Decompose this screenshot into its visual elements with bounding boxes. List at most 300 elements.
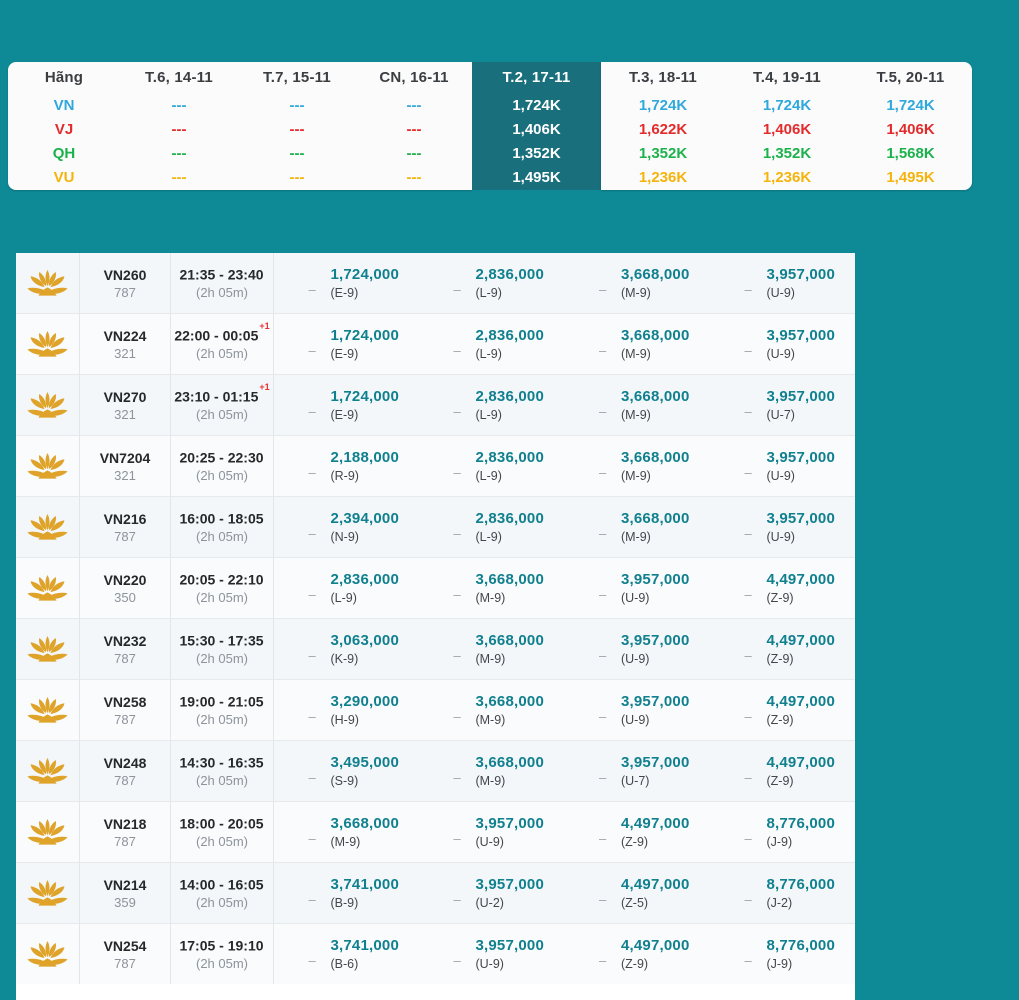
fare-block [330, 754, 399, 788]
calendar-fare-value[interactable]: 1,568K [886, 144, 935, 162]
fare-class: (U-9) [766, 530, 795, 544]
flight-number: VN216 [103, 510, 147, 527]
fare-price: 2,394,000 [330, 510, 400, 527]
flight-row [16, 558, 855, 619]
fare-dash: – [453, 342, 461, 358]
fare-option-cell[interactable] [273, 619, 419, 679]
fare-dash: – [598, 342, 607, 358]
fare-class: (U-9) [620, 591, 650, 605]
fare-dash: – [598, 708, 607, 724]
fare-calendar-right-card [601, 62, 972, 190]
aircraft-type: 787 [114, 772, 136, 788]
fare-price: 3,668,000 [620, 449, 690, 466]
fare-option-cell[interactable] [564, 619, 710, 679]
flight-time [179, 876, 264, 893]
flight-time [179, 693, 264, 710]
fare-class: (L-9) [475, 530, 502, 544]
fare-option-cell[interactable] [273, 436, 419, 496]
flight-time [179, 266, 264, 283]
fare-dash: – [453, 769, 461, 785]
fare-block [766, 449, 835, 483]
fare-dash: – [453, 281, 461, 297]
flight-time-cell [170, 375, 273, 435]
fare-option-cell[interactable] [710, 253, 856, 313]
fare-dash: – [598, 464, 607, 480]
fare-option-cell[interactable] [419, 924, 565, 984]
fare-price: 2,188,000 [330, 449, 400, 466]
fare-option-cell[interactable] [710, 619, 856, 679]
fare-option-cell[interactable] [710, 741, 856, 801]
calendar-fare-value[interactable]: 1,622K [638, 120, 688, 138]
fare-class: (J-9) [766, 835, 793, 849]
fare-price: 4,497,000 [766, 571, 836, 588]
flight-time [179, 815, 264, 832]
flight-row [16, 253, 855, 314]
vietnam-airlines-lotus-icon [27, 818, 68, 846]
fare-price: 1,724,000 [330, 266, 400, 283]
fare-price: 3,063,000 [330, 632, 400, 649]
flight-time-cell [170, 619, 273, 679]
vietnam-airlines-lotus-icon [27, 330, 68, 358]
fare-dash: – [308, 891, 316, 907]
flight-row [16, 924, 855, 985]
fare-block [766, 266, 835, 300]
airline-logo-cell [16, 680, 79, 740]
fare-option-cell[interactable] [564, 802, 710, 862]
fare-option-cell[interactable] [710, 863, 856, 923]
calendar-fare-value[interactable]: 1,724K [762, 96, 812, 114]
calendar-fare-value[interactable]: 1,724K [638, 96, 688, 114]
flight-time [179, 510, 264, 527]
flight-row [16, 314, 855, 375]
calendar-day-header[interactable]: T.3, 18-11 [629, 69, 697, 86]
fare-block [330, 449, 399, 483]
fare-option-cell[interactable] [419, 863, 565, 923]
flight-row [16, 741, 855, 802]
fare-class: (M-9) [620, 347, 651, 361]
fare-class: (M-9) [620, 469, 651, 483]
fare-block [475, 876, 544, 910]
fare-option-cell[interactable] [710, 802, 856, 862]
fare-price: 3,741,000 [330, 876, 400, 893]
fare-option-cell[interactable] [273, 253, 419, 313]
fare-class: (B-9) [330, 896, 359, 910]
fare-price: 3,957,000 [766, 266, 836, 283]
flight-info-cell [79, 741, 170, 801]
calendar-fare-empty: --- [406, 120, 422, 138]
aircraft-type: 787 [114, 833, 136, 849]
fare-block [766, 388, 835, 422]
fare-option-cell[interactable] [710, 924, 856, 984]
fare-price: 2,836,000 [475, 449, 545, 466]
fare-dash: – [453, 403, 461, 419]
fare-class: (B-6) [330, 957, 359, 971]
aircraft-type: 321 [114, 406, 136, 422]
flight-time-cell [170, 924, 273, 984]
flight-table [16, 253, 855, 985]
fare-dash: – [598, 403, 607, 419]
flight-number: VN214 [103, 876, 147, 893]
fare-option-cell[interactable] [564, 558, 710, 618]
flight-number: VN7204 [99, 449, 151, 466]
fare-block [330, 510, 399, 544]
fare-dash: – [453, 830, 461, 846]
calendar-fare-value[interactable]: 1,495K [886, 169, 935, 187]
calendar-fare-value[interactable]: 1,406K [762, 120, 812, 138]
flight-number: VN232 [103, 632, 147, 649]
airline-logo-cell [16, 619, 79, 679]
fare-block [330, 327, 399, 361]
fare-block [766, 327, 835, 361]
flight-info-cell [79, 497, 170, 557]
flight-info-cell [79, 863, 170, 923]
flight-info-cell [79, 253, 170, 313]
fare-option-cell[interactable] [419, 497, 565, 557]
fare-block [621, 754, 690, 788]
fare-dash: – [744, 769, 752, 785]
fare-dash: – [744, 708, 752, 724]
fare-option-cell[interactable] [419, 436, 565, 496]
fare-dash: – [308, 952, 316, 968]
flight-time [179, 632, 264, 649]
fare-option-cell[interactable] [710, 558, 856, 618]
airline-logo-cell [16, 497, 79, 557]
fare-dash: – [598, 525, 607, 541]
fare-option-cell[interactable] [564, 680, 710, 740]
fare-option-cell[interactable] [564, 314, 710, 374]
airline-logo-cell [16, 802, 79, 862]
flight-info-cell [79, 436, 170, 496]
calendar-fare-empty: --- [171, 169, 187, 187]
fare-dash: – [598, 891, 607, 907]
fare-block [330, 937, 399, 971]
fare-price: 3,957,000 [475, 937, 545, 954]
fare-block [475, 388, 544, 422]
fare-option-cell[interactable] [273, 924, 419, 984]
calendar-selected-day-header[interactable]: T.2, 17-11 [502, 69, 571, 86]
vietnam-airlines-lotus-icon [27, 757, 68, 785]
next-day-indicator: +1 [259, 321, 270, 332]
airline-code[interactable]: VU [53, 169, 75, 187]
fare-dash: – [453, 525, 461, 541]
fare-option-cell[interactable] [564, 741, 710, 801]
fare-price: 4,497,000 [766, 754, 836, 771]
flight-number: VN258 [103, 693, 147, 710]
fare-class: (U-9) [766, 347, 795, 361]
fare-class: (U-2) [475, 896, 504, 910]
fare-block [330, 815, 399, 849]
calendar-fare-value[interactable]: 1,724K [886, 96, 935, 114]
airline-logo-cell [16, 253, 79, 313]
fare-class: (L-9) [330, 591, 357, 605]
fare-class: (E-9) [330, 286, 359, 300]
fare-option-cell[interactable] [564, 924, 710, 984]
fare-price: 8,776,000 [766, 876, 836, 893]
fare-option-cell[interactable] [710, 680, 856, 740]
flight-duration: (2h 05m) [195, 772, 249, 788]
time-range: 19:00 - 21:05 [179, 693, 264, 710]
fare-class: (S-9) [330, 774, 359, 788]
fare-option-cell[interactable] [710, 436, 856, 496]
calendar-fare-selected[interactable]: 1,724K [512, 96, 561, 114]
airline-code[interactable]: QH [52, 144, 76, 162]
fare-block [621, 327, 690, 361]
fare-block [766, 632, 835, 666]
fare-block [766, 937, 835, 971]
fare-price: 3,957,000 [766, 388, 836, 405]
fare-option-cell[interactable] [273, 802, 419, 862]
flight-time [174, 382, 270, 405]
fare-class: (M-9) [475, 774, 506, 788]
calendar-day-header[interactable]: T.4, 19-11 [753, 69, 821, 86]
fare-class: (Z-9) [620, 957, 649, 971]
fare-option-cell[interactable] [273, 741, 419, 801]
calendar-day-header[interactable]: T.7, 15-11 [263, 69, 331, 86]
fare-option-cell[interactable] [273, 680, 419, 740]
time-range: 22:00 - 00:05 [174, 327, 259, 344]
fare-block [621, 449, 690, 483]
fare-block [621, 388, 690, 422]
fare-block [475, 754, 544, 788]
aircraft-type: 787 [114, 284, 136, 300]
fare-block [621, 876, 690, 910]
fare-dash: – [598, 830, 607, 846]
flight-duration: (2h 05m) [195, 406, 249, 422]
calendar-fare-empty: --- [171, 96, 187, 114]
flight-time-cell [170, 314, 273, 374]
fare-price: 3,668,000 [620, 388, 690, 405]
airline-logo-cell [16, 314, 79, 374]
fare-block [330, 876, 399, 910]
fare-class: (M-9) [475, 713, 506, 727]
fare-dash: – [598, 769, 607, 785]
fare-price: 3,668,000 [475, 571, 545, 588]
fare-dash: – [308, 830, 316, 846]
flight-time-cell [170, 741, 273, 801]
fare-option-cell[interactable] [419, 558, 565, 618]
flight-time [179, 754, 264, 771]
calendar-fare-value[interactable]: 1,236K [762, 169, 812, 187]
fare-dash: – [744, 342, 752, 358]
vietnam-airlines-lotus-icon [27, 696, 68, 724]
calendar-fare-value[interactable]: 1,352K [762, 144, 812, 162]
fare-price: 3,668,000 [330, 815, 400, 832]
fare-option-cell[interactable] [419, 741, 565, 801]
fare-class: (M-9) [620, 286, 651, 300]
time-range: 20:25 - 22:30 [179, 449, 264, 466]
calendar-fare-selected[interactable]: 1,352K [512, 144, 561, 162]
vietnam-airlines-lotus-icon [27, 513, 68, 541]
flight-number: VN270 [103, 388, 147, 405]
fare-price: 3,957,000 [766, 510, 836, 527]
fare-dash: – [308, 769, 316, 785]
fare-option-cell[interactable] [710, 375, 856, 435]
flight-info-cell [79, 802, 170, 862]
fare-class: (M-9) [620, 530, 651, 544]
fare-class: (M-9) [475, 652, 506, 666]
fare-dash: – [308, 281, 316, 297]
airline-code[interactable]: VJ [54, 120, 74, 138]
fare-option-cell[interactable] [419, 253, 565, 313]
calendar-fare-empty: --- [171, 144, 187, 162]
fare-class: (M-9) [475, 591, 506, 605]
flight-duration: (2h 05m) [195, 467, 249, 483]
flight-time-cell [170, 680, 273, 740]
fare-class: (U-7) [766, 408, 795, 422]
fare-dash: – [744, 586, 752, 602]
fare-block [621, 937, 690, 971]
fare-class: (U-9) [766, 469, 795, 483]
fare-block [621, 693, 690, 727]
airline-logo-cell [16, 558, 79, 618]
fare-option-cell[interactable] [273, 497, 419, 557]
fare-dash: – [744, 525, 752, 541]
flight-time-cell [170, 436, 273, 496]
fare-class: (R-9) [330, 469, 359, 483]
calendar-day-header[interactable]: T.5, 20-11 [876, 69, 945, 86]
fare-dash: – [744, 464, 752, 480]
airline-logo-cell [16, 741, 79, 801]
fare-dash: – [453, 586, 461, 602]
aircraft-type: 359 [114, 894, 136, 910]
fare-option-cell[interactable] [419, 680, 565, 740]
fare-option-cell[interactable] [710, 314, 856, 374]
airline-logo-cell [16, 375, 79, 435]
fare-block [475, 937, 544, 971]
airline-logo-cell [16, 863, 79, 923]
calendar-fare-value[interactable]: 1,236K [638, 169, 688, 187]
fare-option-cell[interactable] [564, 375, 710, 435]
fare-option-cell[interactable] [419, 619, 565, 679]
calendar-fare-empty: --- [406, 169, 422, 187]
fare-option-cell[interactable] [419, 802, 565, 862]
fare-price: 3,957,000 [475, 815, 545, 832]
fare-price: 4,497,000 [766, 693, 836, 710]
calendar-fare-value[interactable]: 1,352K [638, 144, 688, 162]
time-range: 16:00 - 18:05 [179, 510, 264, 527]
vietnam-airlines-lotus-icon [27, 635, 68, 663]
calendar-fare-empty: --- [289, 120, 305, 138]
aircraft-type: 321 [114, 467, 136, 483]
fare-option-cell[interactable] [419, 375, 565, 435]
vietnam-airlines-lotus-icon [27, 391, 68, 419]
vietnam-airlines-lotus-icon [27, 574, 68, 602]
fare-option-cell[interactable] [564, 436, 710, 496]
fare-class: (L-9) [475, 286, 502, 300]
fare-class: (U-9) [620, 652, 650, 666]
fare-block [475, 571, 544, 605]
fare-option-cell[interactable] [273, 558, 419, 618]
fare-class: (Z-9) [766, 591, 794, 605]
fare-price: 4,497,000 [766, 632, 836, 649]
calendar-day-header[interactable]: T.6, 14-11 [145, 69, 213, 86]
flight-number: VN218 [103, 815, 147, 832]
fare-block [330, 266, 399, 300]
fare-price: 1,724,000 [330, 327, 400, 344]
airline-code[interactable]: VN [53, 96, 75, 114]
flight-info-cell [79, 619, 170, 679]
fare-dash: – [453, 647, 461, 663]
vietnam-airlines-lotus-icon [27, 269, 68, 297]
fare-class: (N-9) [330, 530, 359, 544]
fare-price: 2,836,000 [330, 571, 400, 588]
fare-class: (J-2) [766, 896, 793, 910]
calendar-fare-empty: --- [289, 169, 305, 187]
fare-price: 3,741,000 [330, 937, 400, 954]
fare-class: (Z-9) [766, 774, 794, 788]
fare-class: (K-9) [330, 652, 359, 666]
fare-block [766, 876, 835, 910]
next-day-indicator: +1 [259, 382, 270, 393]
fare-option-cell[interactable] [564, 253, 710, 313]
flight-duration: (2h 05m) [195, 650, 249, 666]
vietnam-airlines-lotus-icon [27, 452, 68, 480]
fare-option-cell[interactable] [273, 314, 419, 374]
calendar-fare-selected[interactable]: 1,406K [512, 120, 561, 138]
time-range: 21:35 - 23:40 [179, 266, 264, 283]
fare-dash: – [308, 586, 316, 602]
fare-price: 3,957,000 [620, 693, 690, 710]
fare-block [621, 632, 690, 666]
aircraft-type: 787 [114, 528, 136, 544]
fare-class: (J-9) [766, 957, 793, 971]
calendar-fare-value[interactable]: 1,406K [886, 120, 935, 138]
fare-option-cell[interactable] [564, 863, 710, 923]
flight-row [16, 436, 855, 497]
vietnam-airlines-lotus-icon [27, 940, 68, 968]
fare-dash: – [453, 891, 461, 907]
fare-option-cell[interactable] [273, 375, 419, 435]
fare-price: 3,668,000 [475, 632, 545, 649]
fare-calendar-selected-column[interactable] [472, 62, 601, 190]
fare-block [330, 388, 399, 422]
fare-price: 2,836,000 [475, 388, 545, 405]
fare-option-cell[interactable] [710, 497, 856, 557]
time-range: 17:05 - 19:10 [179, 937, 264, 954]
fare-block [475, 632, 544, 666]
fare-option-cell[interactable] [564, 497, 710, 557]
flight-row [16, 619, 855, 680]
calendar-fare-selected[interactable]: 1,495K [512, 169, 561, 187]
fare-block [330, 632, 399, 666]
time-range: 23:10 - 01:15 [174, 388, 259, 405]
fare-calendar-left-card [8, 62, 472, 190]
fare-price: 3,290,000 [330, 693, 400, 710]
flight-time-cell [170, 253, 273, 313]
fare-option-cell[interactable] [273, 863, 419, 923]
fare-block [621, 571, 690, 605]
fare-dash: – [598, 586, 607, 602]
fare-price: 3,957,000 [620, 632, 690, 649]
flight-time-cell [170, 802, 273, 862]
flight-duration: (2h 05m) [195, 284, 249, 300]
fare-price: 4,497,000 [620, 815, 690, 832]
fare-class: (M-9) [620, 408, 651, 422]
fare-option-cell[interactable] [419, 314, 565, 374]
flight-number: VN224 [103, 327, 147, 344]
fare-dash: – [308, 342, 316, 358]
flight-time [174, 321, 270, 344]
flight-time-cell [170, 863, 273, 923]
flight-time [179, 571, 264, 588]
fare-price: 3,957,000 [620, 754, 690, 771]
aircraft-type: 321 [114, 345, 136, 361]
flight-number: VN220 [103, 571, 147, 588]
calendar-day-header[interactable]: CN, 16-11 [379, 69, 449, 86]
flight-info-cell [79, 924, 170, 984]
calendar-airline-column-header: Hãng [44, 69, 84, 86]
calendar-fare-empty: --- [289, 96, 305, 114]
